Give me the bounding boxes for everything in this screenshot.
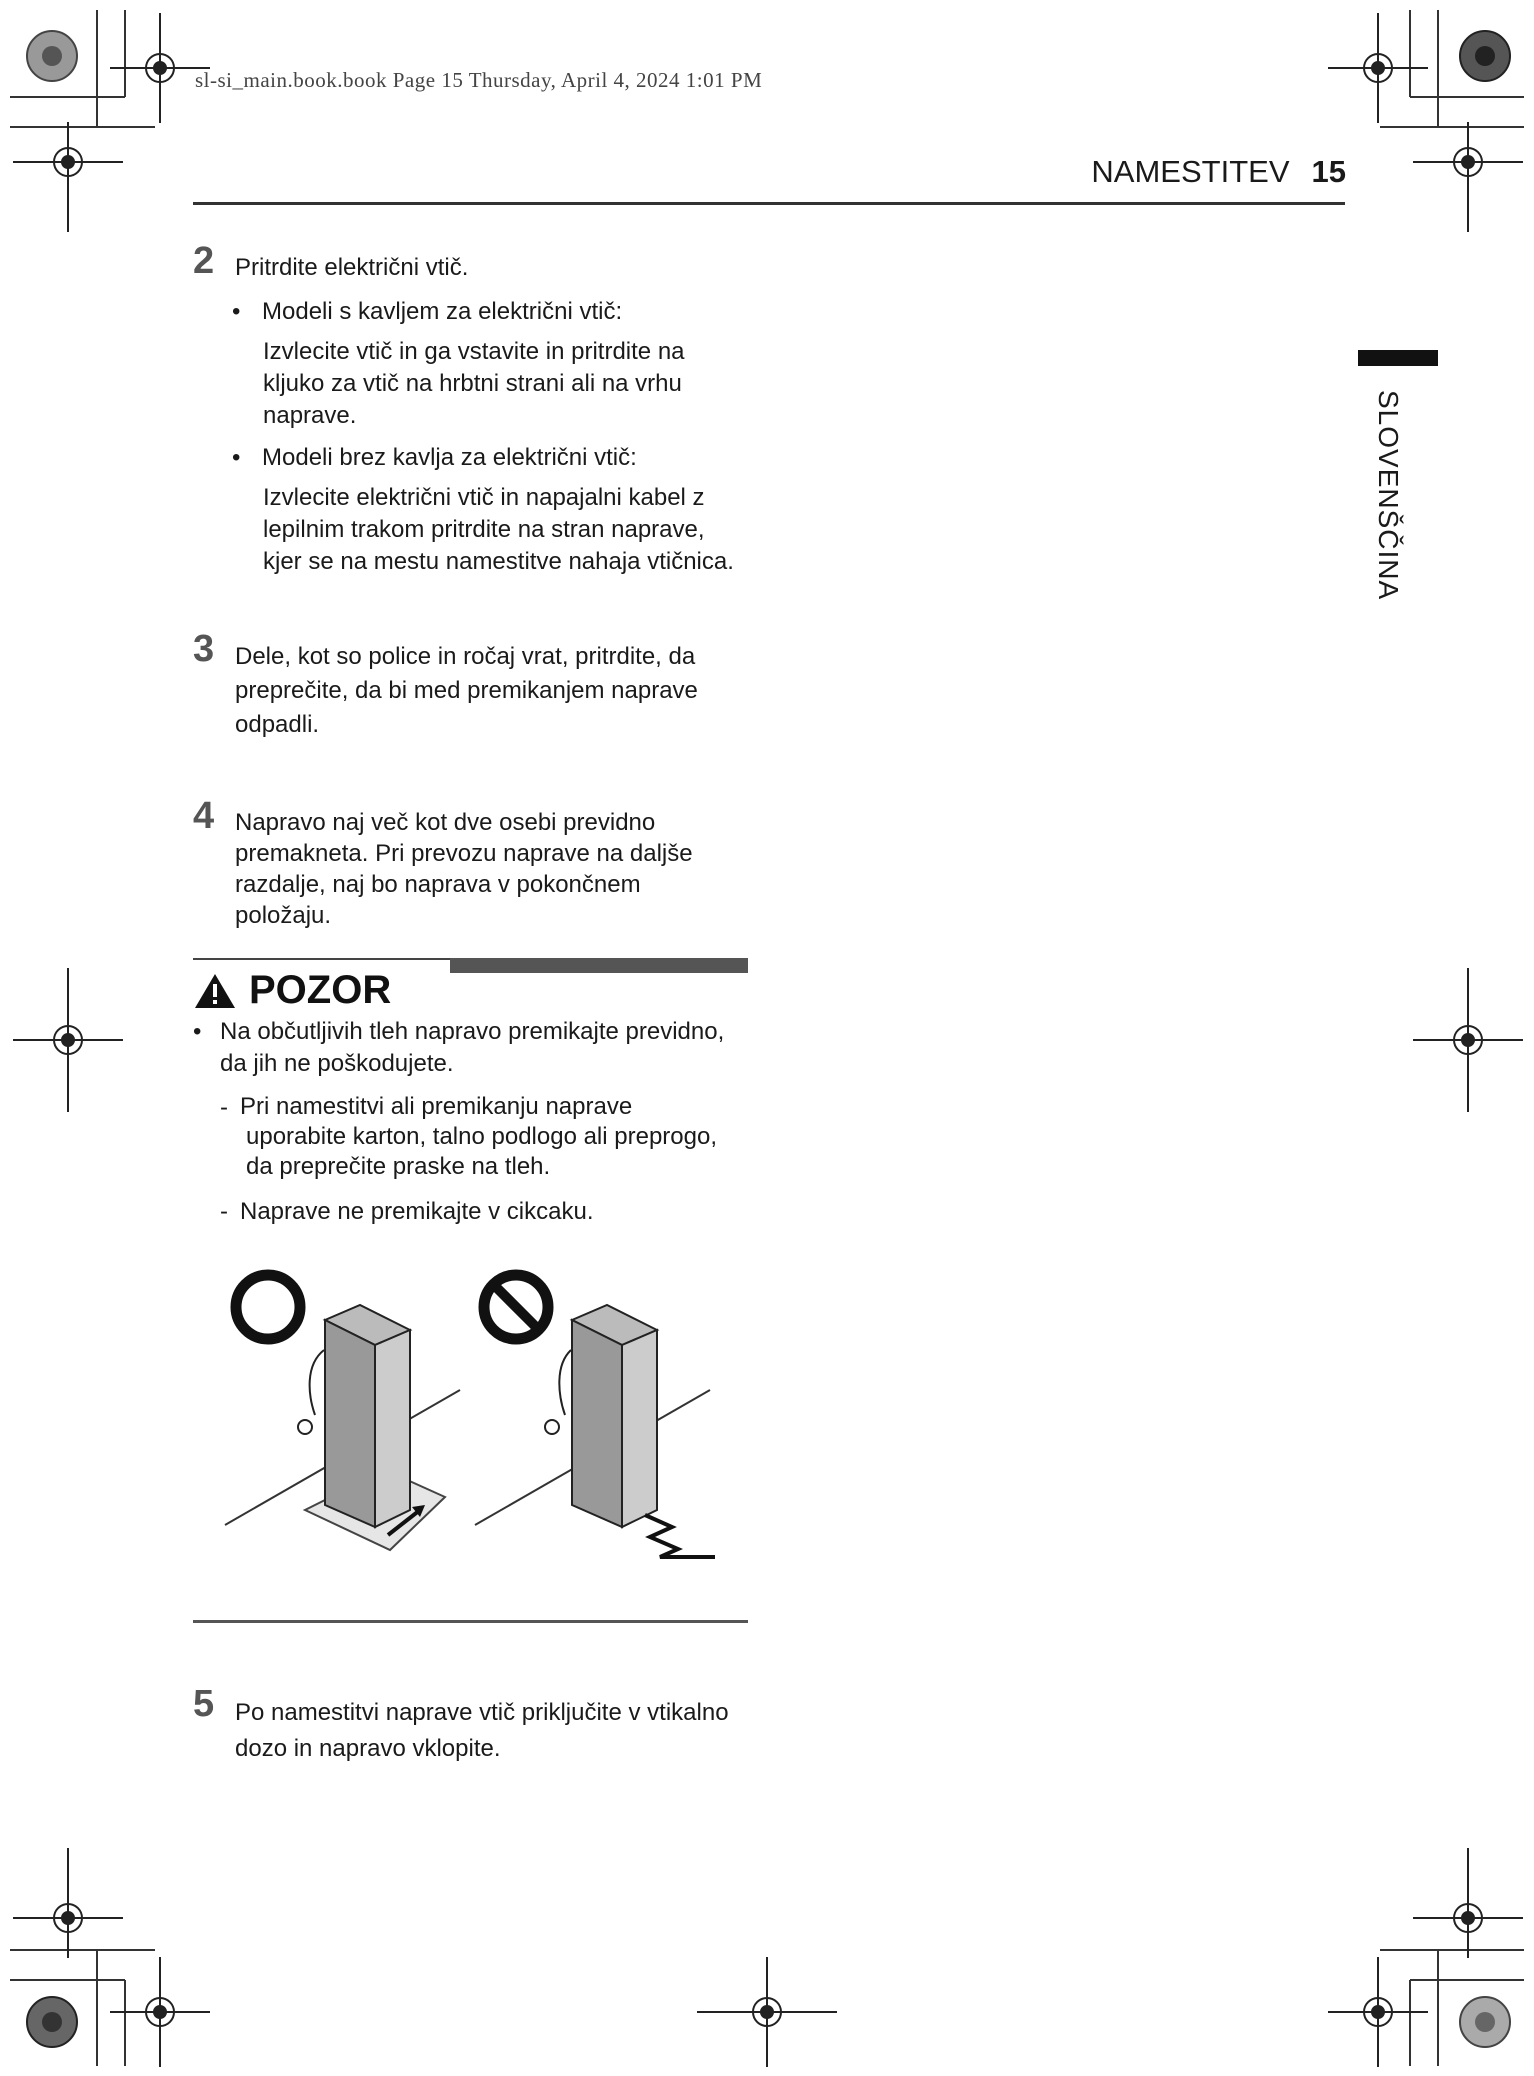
step-number: 4 bbox=[193, 795, 215, 837]
step-number: 2 bbox=[193, 240, 215, 282]
caution-dash-item: Naprave ne premikajte v cikcaku. bbox=[240, 1198, 594, 1225]
warning-icon bbox=[193, 972, 237, 1010]
step-number: 3 bbox=[193, 628, 215, 670]
caution-heading bbox=[193, 968, 391, 1013]
dash-marker: - bbox=[220, 1198, 228, 1225]
page-number: 15 bbox=[1311, 154, 1346, 189]
bullet-body: Izvlecite električni vtič in napajalni kabel z lepilnim trakom pritrdite na stran naprave, kjer se na mestu namestitve nahaja vtičnica. bbox=[263, 484, 734, 575]
language-tab: SLOVENŠČINA bbox=[1373, 390, 1404, 601]
dash-marker: - bbox=[220, 1094, 228, 1121]
caution-bullet-marker: • bbox=[193, 1018, 202, 1045]
step-text: Po namestitvi naprave vtič priključite v vtikalno dozo in napravo vklopite. bbox=[235, 1699, 729, 1762]
caution-rule bbox=[193, 958, 453, 960]
caution-bullet-text: Na občutljivih tleh napravo premikajte previdno, da jih ne poškodujete. bbox=[220, 1018, 725, 1077]
caution-dash-item: Pri namestitvi ali premikanju naprave uporabite karton, talno podlogo ali preprogo, da preprečite praske na tleh. bbox=[240, 1093, 717, 1180]
step-text: Pritrdite električni vtič. bbox=[235, 254, 469, 281]
step-text: Napravo naj več kot dve osebi previdno premakneta. Pri prevozu naprave na daljše razdalje, naj bo naprava v pokončnem položaju. bbox=[235, 809, 693, 929]
print-header: sl-si_main.book.book Page 15 Thursday, April 4, 2024 1:01 PM bbox=[195, 68, 763, 92]
language-tab-bar bbox=[1358, 350, 1438, 366]
step-number: 5 bbox=[193, 1683, 215, 1725]
forbidden-symbol-icon bbox=[484, 1275, 548, 1339]
bullet-label: • Modeli brez kavlja za električni vtič: bbox=[262, 442, 637, 474]
correct-symbol-icon bbox=[236, 1275, 300, 1339]
caution-end-rule bbox=[193, 1620, 748, 1623]
section-title: NAMESTITEV bbox=[1091, 154, 1290, 189]
caution-rule-bar bbox=[450, 958, 748, 973]
step-text: Dele, kot so police in ročaj vrat, pritrdite, da preprečite, da bi med premikanjem naprave odpadli. bbox=[235, 643, 698, 738]
moving-appliance-illustration bbox=[220, 1265, 740, 1565]
section-header bbox=[1091, 154, 1346, 190]
header-rule bbox=[193, 202, 1345, 205]
bullet-body: Izvlecite vtič in ga vstavite in pritrdite na kljuko za vtič na hrbtni strani ali na vrhu naprave. bbox=[263, 338, 685, 429]
caution-title: POZOR bbox=[249, 968, 392, 1012]
bullet-label: • Modeli s kavljem za električni vtič: bbox=[262, 296, 622, 328]
